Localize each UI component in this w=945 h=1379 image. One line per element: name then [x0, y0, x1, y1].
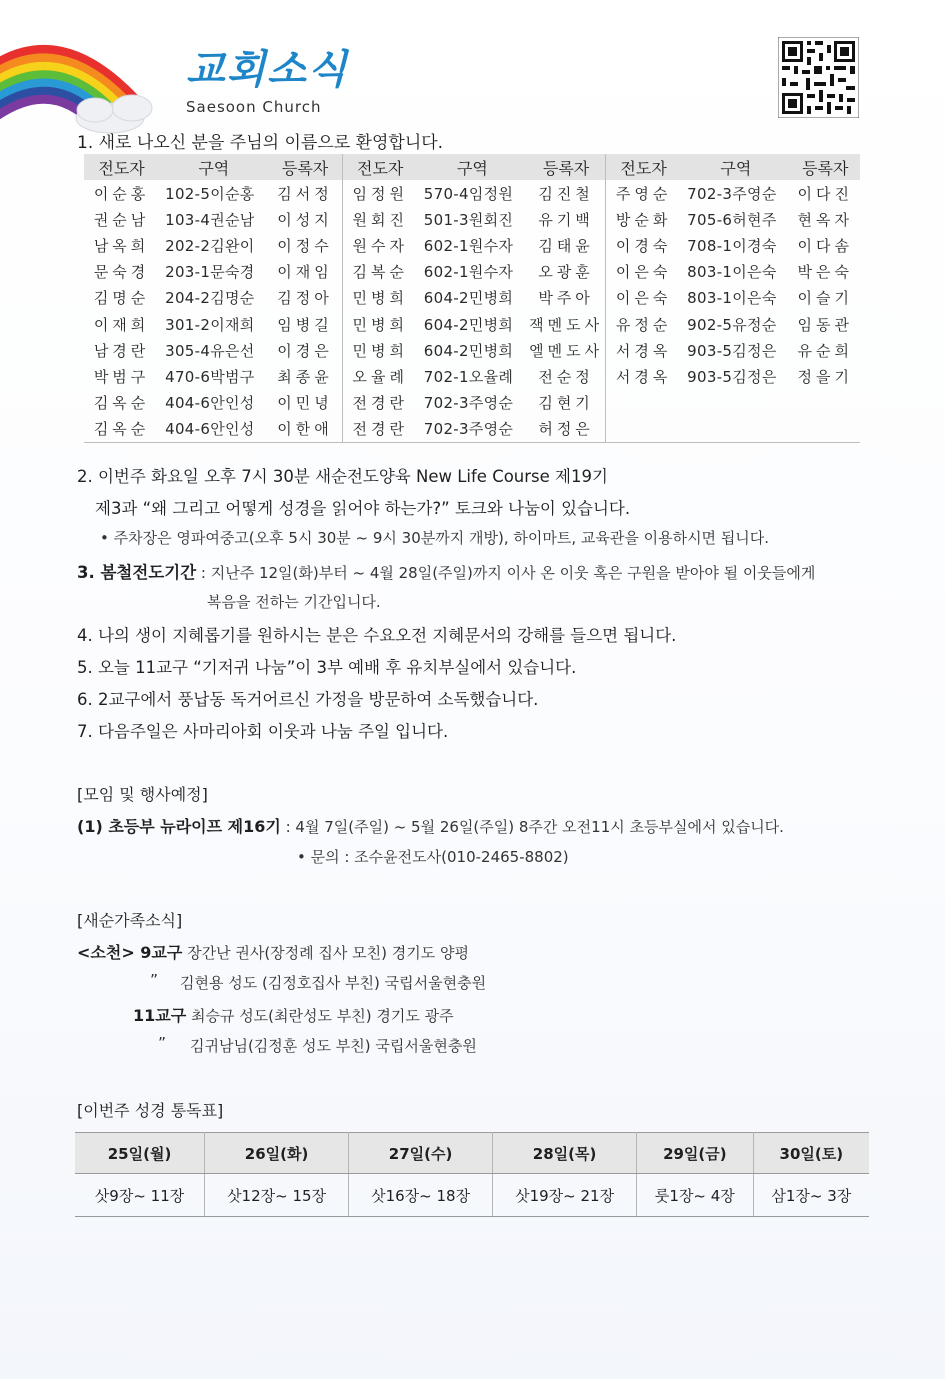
district-cell: 705-6허현주	[687, 210, 777, 229]
registrant-cell: 이다진	[797, 184, 853, 203]
evangelist-cell: 전경란	[352, 394, 408, 413]
evangelist-cell: 원회진	[352, 210, 408, 229]
registrant-cell: 이정수	[268, 232, 342, 258]
evangelist-cell: 이경숙	[615, 236, 672, 255]
reading-cell: 삼1장~ 3장	[753, 1174, 869, 1217]
district-cell: 204-2김명순	[165, 289, 255, 308]
district-cell: 903-5김정은	[687, 341, 777, 360]
column-header: 구역	[681, 154, 790, 180]
reading-cell: 삿9장~ 11장	[75, 1174, 205, 1217]
column-header: 등록자	[527, 154, 605, 180]
table-row	[84, 232, 860, 258]
event-1-text: : 4월 7일(주일) ~ 5월 26일(주일) 8주간 오전11시 초등부실에서 있습니다.	[280, 818, 784, 836]
family-line-3-label: 11교구	[133, 1006, 187, 1025]
family-line-1-label: <소천> 9교구	[77, 943, 183, 962]
table-row	[84, 285, 860, 311]
district-cell: 202-2김완이	[165, 236, 255, 255]
district-cell: 470-6박범구	[165, 367, 255, 386]
family-heading: [새순가족소식]	[77, 911, 183, 930]
evangelist-cell: 전경란	[342, 416, 418, 443]
evangelist-cell: 오율례	[352, 367, 408, 386]
church-name: Saesoon Church	[186, 98, 322, 116]
evangelist-cell: 이순홍	[93, 184, 150, 203]
registrant-cell: 김태윤	[527, 232, 605, 258]
registrant-cell: 박주아	[527, 285, 605, 311]
district-cell	[681, 390, 790, 416]
district-cell	[681, 416, 790, 443]
registrant-cell: 유기백	[527, 206, 605, 232]
registrant-cell: 오광훈	[527, 259, 605, 285]
registrant-cell: 김정아	[268, 285, 342, 311]
table-header-row	[75, 1133, 869, 1174]
evangelist-cell: 김명순	[93, 289, 150, 308]
district-cell: 103-4권순남	[165, 210, 255, 229]
table-row	[75, 1174, 869, 1217]
reading-cell: 삿16장~ 18장	[349, 1174, 493, 1217]
column-header: 구역	[159, 154, 268, 180]
family-line-4-mark: ”	[158, 1034, 167, 1052]
registrant-cell: 이다솜	[797, 236, 853, 255]
district-cell: 902-5유정순	[687, 315, 777, 334]
district-cell: 604-2민병희	[423, 341, 514, 360]
day-header: 25일(월)	[75, 1133, 205, 1174]
table-row	[84, 416, 860, 443]
district-cell: 708-1이경숙	[687, 236, 777, 255]
evangelist-cell: 이은숙	[615, 289, 672, 308]
district-cell: 501-3원회진	[423, 210, 514, 229]
event-1-label: (1) 초등부 뉴라이프 제16기	[77, 817, 281, 836]
column-header: 등록자	[791, 154, 861, 180]
registrant-cell: 김서정	[268, 180, 342, 206]
district-cell: 570-4임정원	[423, 184, 514, 203]
evangelist-cell: 박범구	[93, 367, 150, 386]
notice-7: 7. 다음주일은 사마리아회 이웃과 나눔 주일 입니다.	[77, 722, 449, 741]
day-header: 27일(수)	[349, 1133, 493, 1174]
registrant-cell: 엘멘도사	[527, 337, 605, 363]
table-row	[84, 337, 860, 363]
registrant-cell: 허정은	[527, 416, 605, 443]
table-row	[84, 206, 860, 232]
notice-2-line-2: 제3과 “왜 그리고 어떻게 성경을 읽어야 하는가?” 토크와 나눔이 있습니다.	[95, 499, 631, 518]
family-line-2-text: 김현용 성도 (김정호집사 부친) 국립서울현충원	[180, 974, 487, 992]
column-header: 구역	[418, 154, 527, 180]
registrant-cell: 임병길	[268, 311, 342, 337]
notice-3-line-2: 복음을 전하는 기간입니다.	[207, 593, 381, 611]
evangelist-cell	[606, 416, 682, 443]
registrant-cell: 임동관	[797, 315, 853, 334]
district-cell: 803-1이은숙	[687, 289, 777, 308]
day-header: 30일(토)	[753, 1133, 869, 1174]
district-cell: 602-1원수자	[423, 236, 514, 255]
notice-3	[77, 559, 815, 583]
registrant-cell: 현옥자	[797, 210, 853, 229]
evangelist-cell: 민병희	[352, 315, 408, 334]
notice-2-line-1: 2. 이번주 화요일 오후 7시 30분 새순전도양육 New Life Course 제19기	[77, 467, 608, 486]
district-cell: 803-1이은숙	[687, 263, 777, 282]
registrant-cell: 유순희	[797, 341, 853, 360]
district-cell: 702-3주영순	[423, 394, 514, 413]
registrant-cell	[791, 390, 861, 416]
table-row	[84, 311, 860, 337]
notice-4: 4. 나의 생이 지혜롭기를 원하시는 분은 수요오전 지혜문서의 강해를 들으면 됩니다.	[77, 626, 677, 645]
evangelist-cell: 권순남	[93, 210, 150, 229]
evangelist-cell: 남경란	[93, 341, 150, 360]
table-row	[84, 180, 860, 206]
notice-6: 6. 2교구에서 풍납동 독거어르신 가정을 방문하여 소독했습니다.	[77, 690, 539, 709]
district-cell: 301-2이재희	[165, 315, 255, 334]
evangelist-cell: 김복순	[352, 263, 408, 282]
notice-3-label: 3. 봄철전도기간	[77, 563, 197, 582]
family-line-3-text: 최승규 성도(최란성도 부친) 경기도 광주	[186, 1007, 454, 1025]
registrant-cell: 전순정	[527, 363, 605, 389]
notice-5: 5. 오늘 11교구 “기저귀 나눔”이 3부 예배 후 유치부실에서 있습니다.	[77, 658, 577, 677]
column-header: 전도자	[606, 154, 682, 180]
registrant-cell: 정을기	[797, 367, 853, 386]
table-row	[84, 390, 860, 416]
bible-reading-table	[75, 1132, 869, 1217]
evangelist-cell: 민병희	[352, 289, 408, 308]
notice-2-parking: • 주차장은 영파여중고(오후 5시 30분 ~ 9시 30분까지 개방), 하이마트, 교육관을 이용하시면 됩니다.	[100, 529, 770, 547]
events-heading: [모임 및 행사예정]	[77, 785, 208, 804]
district-cell: 404-6안인성	[159, 416, 268, 443]
qr-code-icon	[778, 37, 859, 118]
evangelist-cell: 이은숙	[615, 263, 672, 282]
family-line-4-text: 김귀남님(김정훈 성도 부친) 국립서울현충원	[190, 1037, 477, 1055]
notice-3-text: : 지난주 12일(화)부터 ~ 4월 28일(주일)까지 이사 온 이웃 혹은 구원을 받아야 될 이웃들에게	[196, 564, 816, 582]
evangelist-cell: 이재희	[93, 315, 150, 334]
registrant-cell: 박은숙	[797, 263, 853, 282]
district-cell: 702-3주영순	[418, 416, 527, 443]
day-header: 29일(금)	[637, 1133, 754, 1174]
family-line-3	[133, 1003, 454, 1026]
district-cell: 604-2민병희	[423, 289, 514, 308]
column-header: 전도자	[342, 154, 418, 180]
district-cell: 702-1오율례	[423, 367, 514, 386]
district-cell: 404-6안인성	[165, 394, 255, 413]
registrant-cell: 이민녕	[268, 390, 342, 416]
registrant-cell: 이한애	[268, 416, 342, 443]
event-1-contact: • 문의 : 조수윤전도사(010-2465-8802)	[297, 848, 569, 866]
evangelist-cell: 남옥희	[93, 236, 150, 255]
registrant-cell: 이경은	[268, 337, 342, 363]
district-cell: 702-3주영순	[687, 184, 777, 203]
evangelist-cell: 임정원	[352, 184, 408, 203]
district-cell: 903-5김정은	[687, 367, 777, 386]
evangelist-cell: 유정순	[615, 315, 672, 334]
family-line-1	[77, 940, 469, 963]
table-header-row	[84, 154, 860, 180]
evangelist-cell: 문숙경	[93, 263, 150, 282]
reading-cell: 룻1장~ 4장	[637, 1174, 754, 1217]
evangelist-cell: 김옥순	[84, 416, 159, 443]
registrant-cell: 김진철	[527, 180, 605, 206]
day-header: 26일(화)	[205, 1133, 349, 1174]
evangelist-cell: 서경옥	[615, 341, 672, 360]
column-header: 전도자	[84, 154, 159, 180]
registrant-cell: 이성지	[268, 206, 342, 232]
event-1	[77, 814, 784, 837]
welcome-heading: 1. 새로 나오신 분을 주님의 이름으로 환영합니다.	[77, 133, 444, 153]
table-row	[84, 259, 860, 285]
district-cell: 102-5이순홍	[165, 184, 255, 203]
evangelist-cell: 원수자	[352, 236, 408, 255]
registrant-cell: 이재임	[268, 259, 342, 285]
new-members-table	[84, 154, 860, 443]
registrant-cell	[791, 416, 861, 443]
district-cell: 203-1문숙경	[165, 263, 255, 282]
page-title: 교회소식	[186, 46, 349, 93]
registrant-cell: 최종윤	[268, 363, 342, 389]
family-line-2-mark: ”	[150, 971, 159, 989]
evangelist-cell	[606, 390, 682, 416]
registrant-cell: 잭멘도사	[527, 311, 605, 337]
evangelist-cell: 주영순	[615, 184, 672, 203]
district-cell: 305-4유은선	[165, 341, 255, 360]
family-line-1-text: 장간난 권사(장정례 집사 모친) 경기도 양평	[182, 944, 469, 962]
evangelist-cell: 민병희	[352, 341, 408, 360]
evangelist-cell: 김옥순	[93, 394, 150, 413]
registrant-cell: 김현기	[527, 390, 605, 416]
registrant-cell: 이슬기	[797, 289, 853, 308]
reading-cell: 삿12장~ 15장	[205, 1174, 349, 1217]
district-cell: 604-2민병희	[423, 315, 514, 334]
reading-cell: 삿19장~ 21장	[493, 1174, 637, 1217]
district-cell: 602-1원수자	[423, 263, 514, 282]
evangelist-cell: 방순화	[615, 210, 672, 229]
day-header: 28일(목)	[493, 1133, 637, 1174]
column-header: 등록자	[268, 154, 342, 180]
evangelist-cell: 서경옥	[615, 367, 672, 386]
table-row	[84, 363, 860, 389]
bible-heading: [이번주 성경 통독표]	[77, 1101, 224, 1120]
